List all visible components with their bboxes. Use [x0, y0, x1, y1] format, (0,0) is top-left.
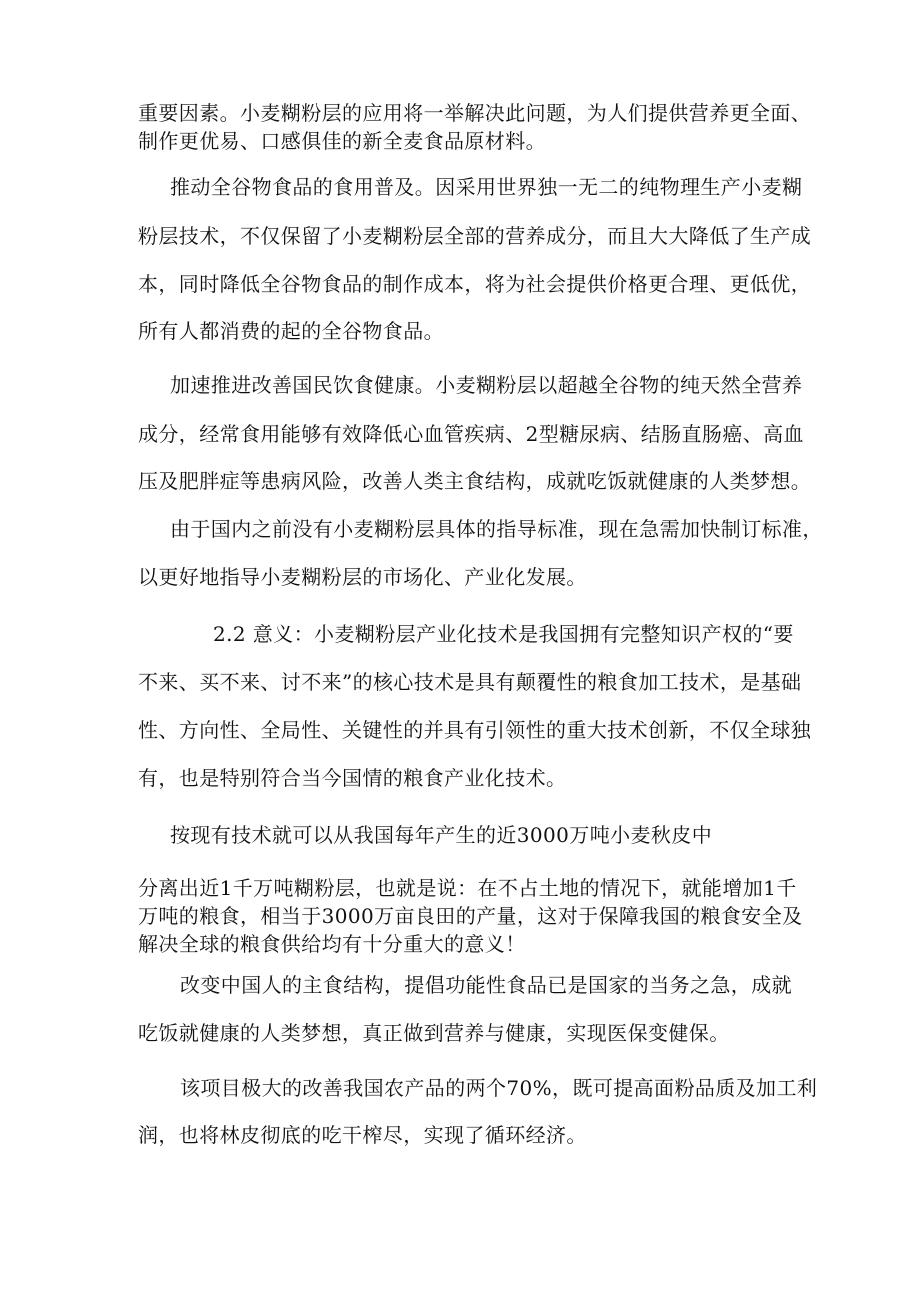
text-line: 以更好地指导小麦糊粉层的市场化、产业化发展。 [138, 565, 587, 589]
text-line: 制作更优易、口感俱佳的新全麦食品原材料。 [138, 129, 546, 153]
text-line: 改变中国人的主食结构，提倡功能性食品已是国家的当务之急，成就 [180, 973, 792, 997]
text-line: 成分，经常食用能够有效降低心血管疾病、2型糖尿病、结肠直肠癌、高血 [138, 422, 804, 446]
text-line: 压及肥胖症等患病风险，改善人类主食结构，成就吃饭就健康的人类梦想。 [138, 469, 812, 493]
text-line: 分离出近1千万吨糊粉层，也就是说：在不占土地的情况下，就能增加1千 [138, 876, 797, 900]
section-heading-line: 2.2 意义：小麦糊粉层产业化技术是我国拥有完整知识产权的“要 [213, 622, 794, 646]
text-line: 润，也将林皮彻底的吃干榨尽，实现了循环经济。 [138, 1123, 587, 1147]
text-line: 推动全谷物食品的食用普及。因采用世界独一无二的纯物理生产小麦糊 [170, 175, 803, 199]
text-line: 解决全球的粮食供给均有十分重大的意义！ [138, 932, 526, 956]
text-line: 不来、买不来、讨不来”的核心技术是具有颠覆性的粮食加工技术，是基础 [138, 670, 802, 694]
text-line: 按现有技术就可以从我国每年产生的近3000万吨小麦秋皮中 [170, 823, 713, 847]
text-line: 性、方向性、全局性、关键性的并具有引领性的重大技术创新，不仅全球独 [138, 718, 812, 742]
text-line: 由于国内之前没有小麦糊粉层具体的指导标准，现在急需加快制订标准， [170, 517, 823, 541]
text-line: 本，同时降低全谷物食品的制作成本，将为社会提供价格更合理、更低优， [138, 272, 812, 296]
text-line: 所有人都消费的起的全谷物食品。 [138, 319, 444, 343]
text-line: 吃饭就健康的人类梦想，真正做到营养与健康，实现医保变健保。 [138, 1021, 730, 1045]
text-line: 该项目极大的改善我国农产品的两个70%，既可提高面粉品质及加工利 [180, 1076, 818, 1100]
text-line: 有，也是特别符合当今国情的粮食产业化技术。 [138, 766, 567, 790]
text-line: 加速推进改善国民饮食健康。小麦糊粉层以超越全谷物的纯天然全营养 [170, 373, 803, 397]
text-line: 万吨的粮食，相当于3000万亩良田的产量，这对于保障我国的粮食安全及 [138, 904, 803, 928]
text-line: 重要因素。小麦糊粉层的应用将一举解决此问题，为人们提供营养更全面、 [138, 101, 812, 125]
text-line: 粉层技术，不仅保留了小麦糊粉层全部的营养成分，而且大大降低了生产成 [138, 224, 812, 248]
